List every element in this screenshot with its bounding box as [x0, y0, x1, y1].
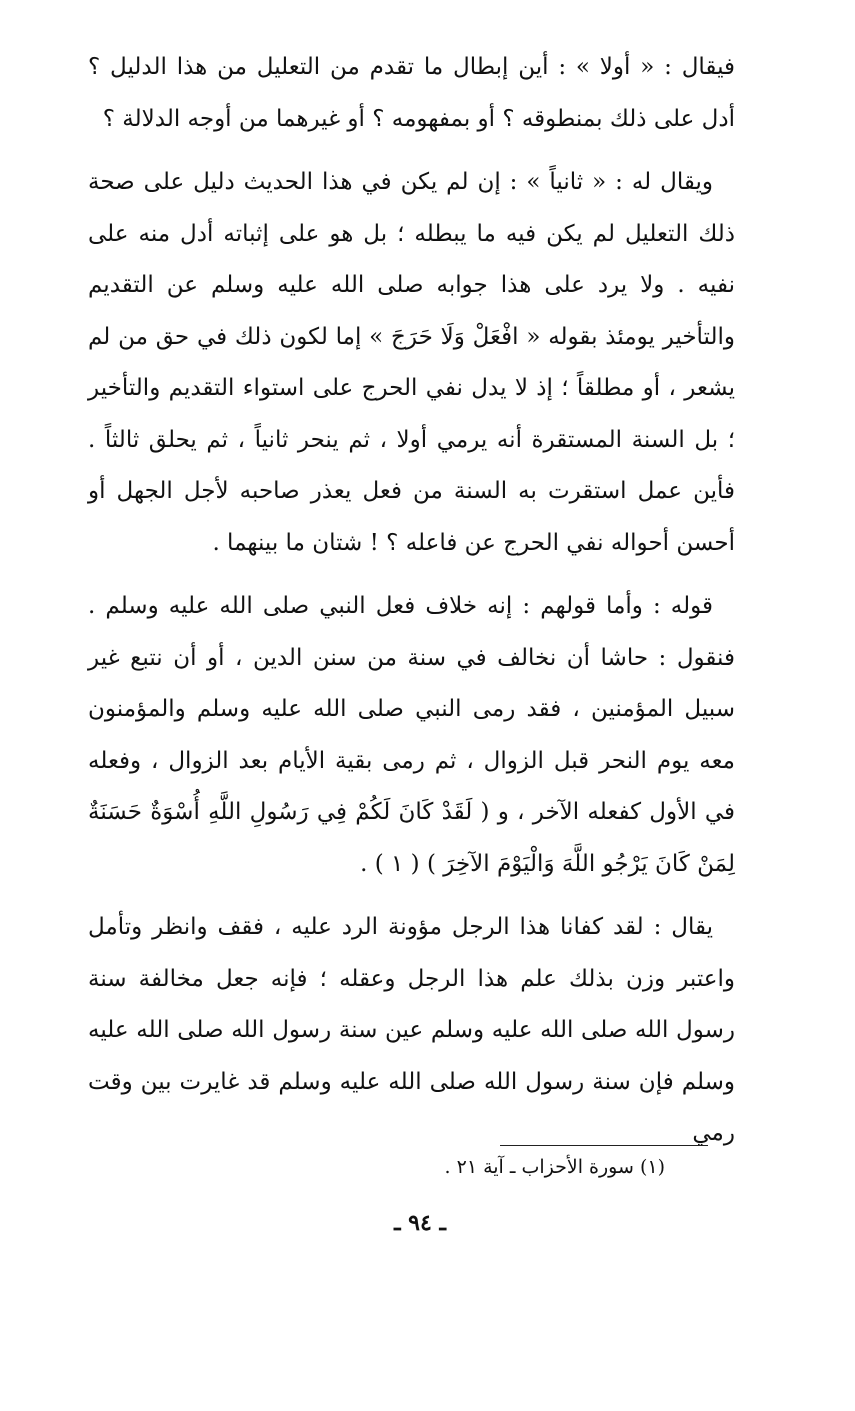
main-text: [88, 42, 735, 1160]
paragraph-3: قوله : وأما قولهم : إنه خلاف فعل النبي صلى الله عليه وسلم . فنقول : حاشا أن نخالف في سنة من سنن الدين ، أو أن نتبع غير سبيل المؤمنين ، فقد رمى النبي صلى الله عليه وسلم والمؤمنون معه يوم النحر قبل الزوال ، ثم رمى بقية الأيام بعد الزوال ، وفعله في الأول كفعله الآخر ، و ( لَقَدْ كَانَ لَكُمْ فِي رَسُولِ اللَّهِ أُسْوَةٌ حَسَنَةٌ لِمَنْ كَانَ يَرْجُو اللَّهَ وَالْيَوْمَ الآخِرَ ) ( ١ ) .: [88, 593, 735, 877]
footnote-separator: [500, 1145, 708, 1146]
page-number: ـ ٩٤ ـ: [394, 1210, 446, 1236]
paragraph-4: يقال : لقد كفانا هذا الرجل مؤونة الرد عليه ، فقف وانظر وتأمل واعتبر وزن بذلك علم هذا الرجل وعقله ؛ فإنه جعل مخالفة سنة رسول الله صلى الله عليه وسلم عين سنة رسول الله صلى الله عليه وسلم فإن سنة رسول الله صلى الله عليه وسلم قد غايرت بين وقت رمي: [88, 914, 735, 1146]
footnote: (١) سورة الأحزاب ـ آية ٢١ .: [444, 1156, 665, 1178]
paragraph-2: ويقال له : « ثانياً » : إن لم يكن في هذا الحديث دليل على صحة ذلك التعليل لم يكن فيه ما يبطله ؛ بل هو على إثباته أدل منه على نفيه . ولا يرد على هذا جوابه صلى الله عليه وسلم عن التقديم والتأخير يومئذ بقوله « افْعَلْ وَلَا حَرَجَ » إما لكون ذلك في حق من لم يشعر ، أو مطلقاً ؛ إذ لا يدل نفي الحرج على استواء التقديم والتأخير ؛ بل السنة المستقرة أنه يرمي أولا ، ثم ينحر ثانياً ، ثم يحلق ثالثاً . فأين عمل استقرت به السنة من فعل يعذر صاحبه لأجل الجهل أو أحسن أحواله نفي الحرج عن فاعله ؟ ! شتان ما بينهما .: [88, 169, 735, 556]
paragraph-1: فيقال : « أولا » : أين إبطال ما تقدم من التعليل من هذا الدليل ؟ أدل على ذلك بمنطوقه ؟ أو بمفهومه ؟ أو غيرهما من أوجه الدلالة ؟: [88, 54, 735, 132]
